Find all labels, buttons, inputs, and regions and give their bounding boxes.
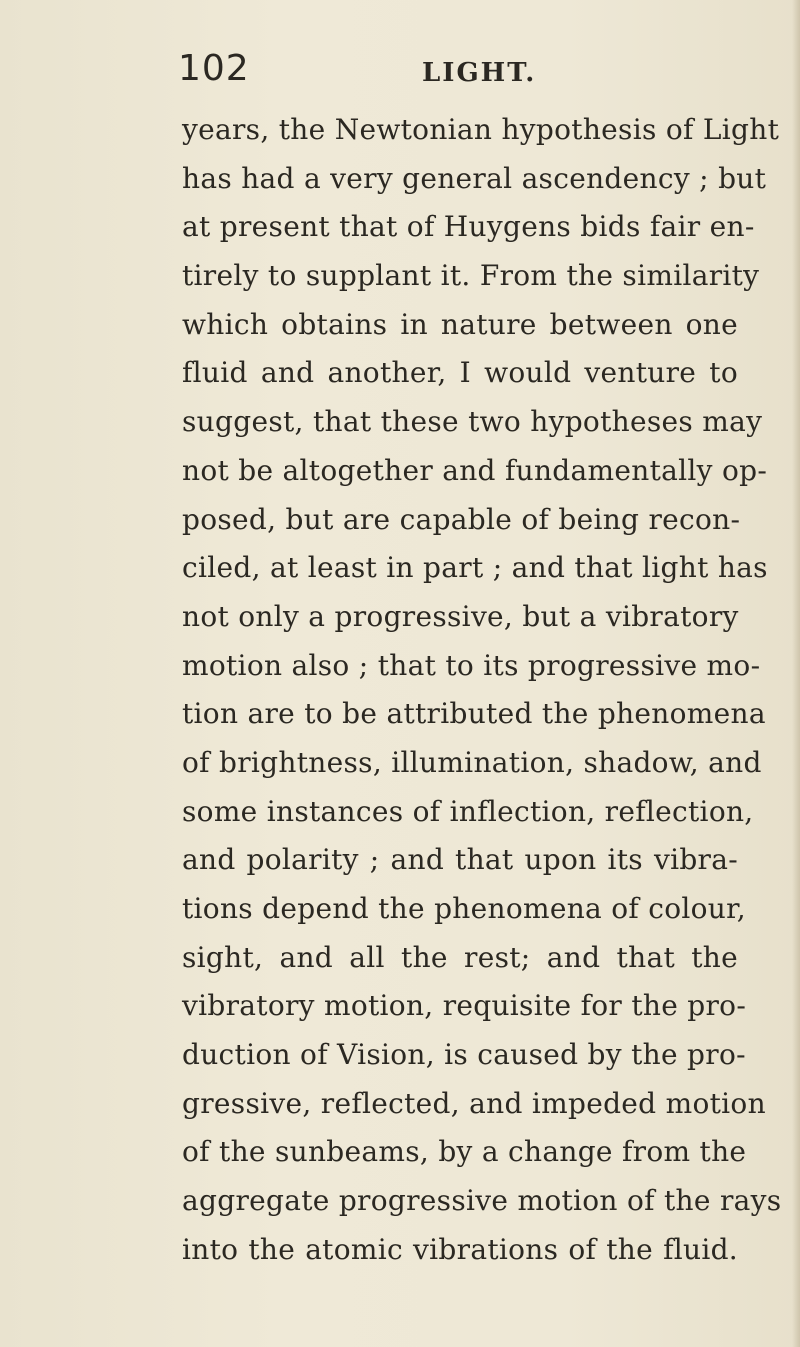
running-title: LIGHT. <box>422 58 537 88</box>
page-number: 102 <box>178 48 250 89</box>
text-line: not only a progressive, but a vibratory <box>182 599 739 633</box>
text-line: which obtains in nature between one <box>182 307 738 341</box>
text-line: tion are to be attributed the phenomena <box>182 697 766 731</box>
text-line: tions depend the phenomena of colour, <box>182 892 746 925</box>
text-line: of brightness, illumination, shadow, and <box>182 745 762 779</box>
body-text <box>182 106 782 1275</box>
text-line: has had a very general ascendency ; but <box>182 161 767 195</box>
running-head <box>178 48 738 98</box>
text-line: vibratory motion, requisite for the pro- <box>182 989 747 1023</box>
text-line: of the sunbeams, by a change from the <box>182 1135 747 1169</box>
text-line: suggest, that these two hypotheses may <box>182 405 763 439</box>
text-line: into the atomic vibrations of the fluid. <box>182 1232 738 1266</box>
text-line: aggregate progressive motion of the rays <box>182 1184 782 1218</box>
text-line: tirely to supplant it. From the similarity <box>182 259 760 293</box>
text-line: at present that of Huygens bids fair en- <box>182 210 755 244</box>
text-line: and polarity ; and that upon its vibra- <box>182 843 738 877</box>
text-line: some instances of inflection, reflection, <box>182 794 754 828</box>
text-line: fluid and another, I would venture to <box>182 356 738 390</box>
text-line: posed, but are capable of being recon- <box>182 502 741 536</box>
text-line: gressive, reflected, and impeded motion <box>182 1086 766 1120</box>
text-line: duction of Vision, is caused by the pro- <box>182 1038 746 1072</box>
text-line: years, the Newtonian hypothesis of Light <box>182 113 780 146</box>
text-line: sight, and all the rest; and that the <box>182 940 738 974</box>
text-line: ciled, at least in part ; and that light has <box>182 551 768 585</box>
text-line: motion also ; that to its progressive mo- <box>182 648 761 682</box>
text-line: not be altogether and fundamentally op- <box>182 453 768 487</box>
